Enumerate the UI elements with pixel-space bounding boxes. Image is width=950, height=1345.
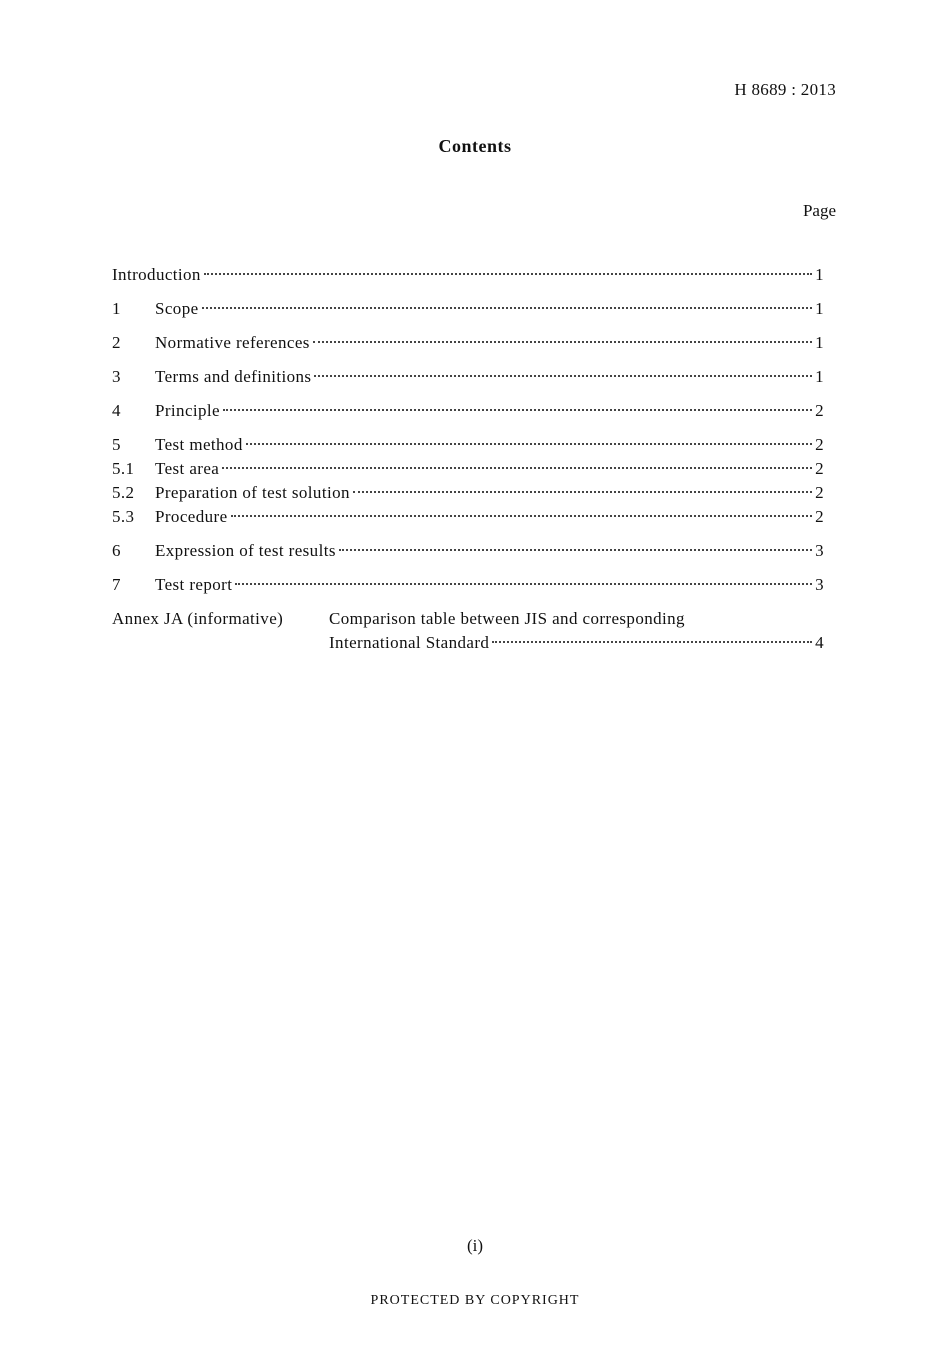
- toc-entry-number: 2: [112, 333, 121, 352]
- toc-entry-title: Scope: [155, 299, 199, 318]
- toc-entry-scope[interactable]: [112, 297, 824, 321]
- annex-title-block: [329, 607, 824, 655]
- toc-entry-page: 1: [815, 367, 824, 386]
- annex-title-line-1: Comparison table between JIS and corresponding: [329, 609, 685, 628]
- leader-dots: [492, 641, 812, 643]
- leader-dots: [231, 515, 813, 517]
- toc-entry-title: Terms and definitions: [155, 367, 312, 386]
- toc-entry-normative-references[interactable]: [112, 331, 824, 355]
- toc-entry-number: 4: [112, 401, 121, 420]
- toc-entry-test-report[interactable]: [112, 573, 824, 597]
- toc-entry-title: Introduction: [112, 265, 201, 284]
- toc-entry-page: 2: [815, 459, 824, 478]
- page-number: (i): [466, 1236, 484, 1255]
- toc-entry-page: 3: [815, 541, 824, 560]
- leader-dots: [339, 549, 812, 551]
- toc-entry-title: Procedure: [155, 507, 228, 526]
- annex-title-line-2-row: [329, 631, 824, 655]
- toc-entry-number: 5: [112, 435, 121, 454]
- toc-entry-annex-ja[interactable]: [112, 607, 824, 655]
- toc-entry-number: 5.1: [112, 459, 135, 478]
- leader-dots: [353, 491, 812, 493]
- leader-dots: [246, 443, 812, 445]
- toc-entry-page: 1: [815, 299, 824, 318]
- toc-entry-page: 4: [815, 633, 824, 652]
- toc-entry-number: 3: [112, 367, 121, 386]
- toc-entry-test-method[interactable]: [112, 433, 824, 457]
- toc-entry-page: 2: [815, 507, 824, 526]
- toc-entry-test-area[interactable]: [112, 457, 824, 481]
- toc-entry-page: 3: [815, 575, 824, 594]
- toc-entry-number: 5.3: [112, 507, 135, 526]
- toc-entry-expression-of-test-results[interactable]: [112, 539, 824, 563]
- leader-dots: [235, 583, 812, 585]
- leader-dots: [202, 307, 813, 309]
- toc-entry-page: 1: [815, 265, 824, 284]
- toc-entry-terms-and-definitions[interactable]: [112, 365, 824, 389]
- toc-entry-title: Preparation of test solution: [155, 483, 350, 502]
- toc-entry-page: 2: [815, 483, 824, 502]
- leader-dots: [223, 409, 812, 411]
- toc-entry-page: 2: [815, 401, 824, 420]
- toc-entry-introduction[interactable]: [112, 263, 824, 287]
- contents-title: Contents: [438, 136, 512, 156]
- document-id: H 8689 : 2013: [734, 80, 836, 99]
- toc-entry-principle[interactable]: [112, 399, 824, 423]
- toc-entry-procedure[interactable]: [112, 505, 824, 529]
- toc-entry-number: 5.2: [112, 483, 135, 502]
- annex-title-line-2: International Standard: [329, 633, 490, 652]
- toc-entry-number: 6: [112, 541, 121, 560]
- toc-entry-number: 1: [112, 299, 121, 318]
- leader-dots: [314, 375, 812, 377]
- toc-entry-title: Normative references: [155, 333, 310, 352]
- leader-dots: [204, 273, 812, 275]
- toc-entry-page: 2: [815, 435, 824, 454]
- toc-entry-title: Test report: [155, 575, 233, 594]
- annex-label: Annex JA (informative): [112, 609, 284, 628]
- toc-entry-title: Expression of test results: [155, 541, 336, 560]
- toc-entry-title: Principle: [155, 401, 220, 420]
- toc-entry-number: 7: [112, 575, 121, 594]
- leader-dots: [313, 341, 812, 343]
- toc-entry-page: 1: [815, 333, 824, 352]
- toc-entry-preparation-of-test-solution[interactable]: [112, 481, 824, 505]
- copyright-notice: PROTECTED BY COPYRIGHT: [370, 1293, 580, 1308]
- table-of-contents: [112, 263, 824, 655]
- toc-entry-title: Test method: [155, 435, 243, 454]
- leader-dots: [222, 467, 812, 469]
- toc-entry-title: Test area: [155, 459, 220, 478]
- page-column-label: Page: [802, 201, 836, 220]
